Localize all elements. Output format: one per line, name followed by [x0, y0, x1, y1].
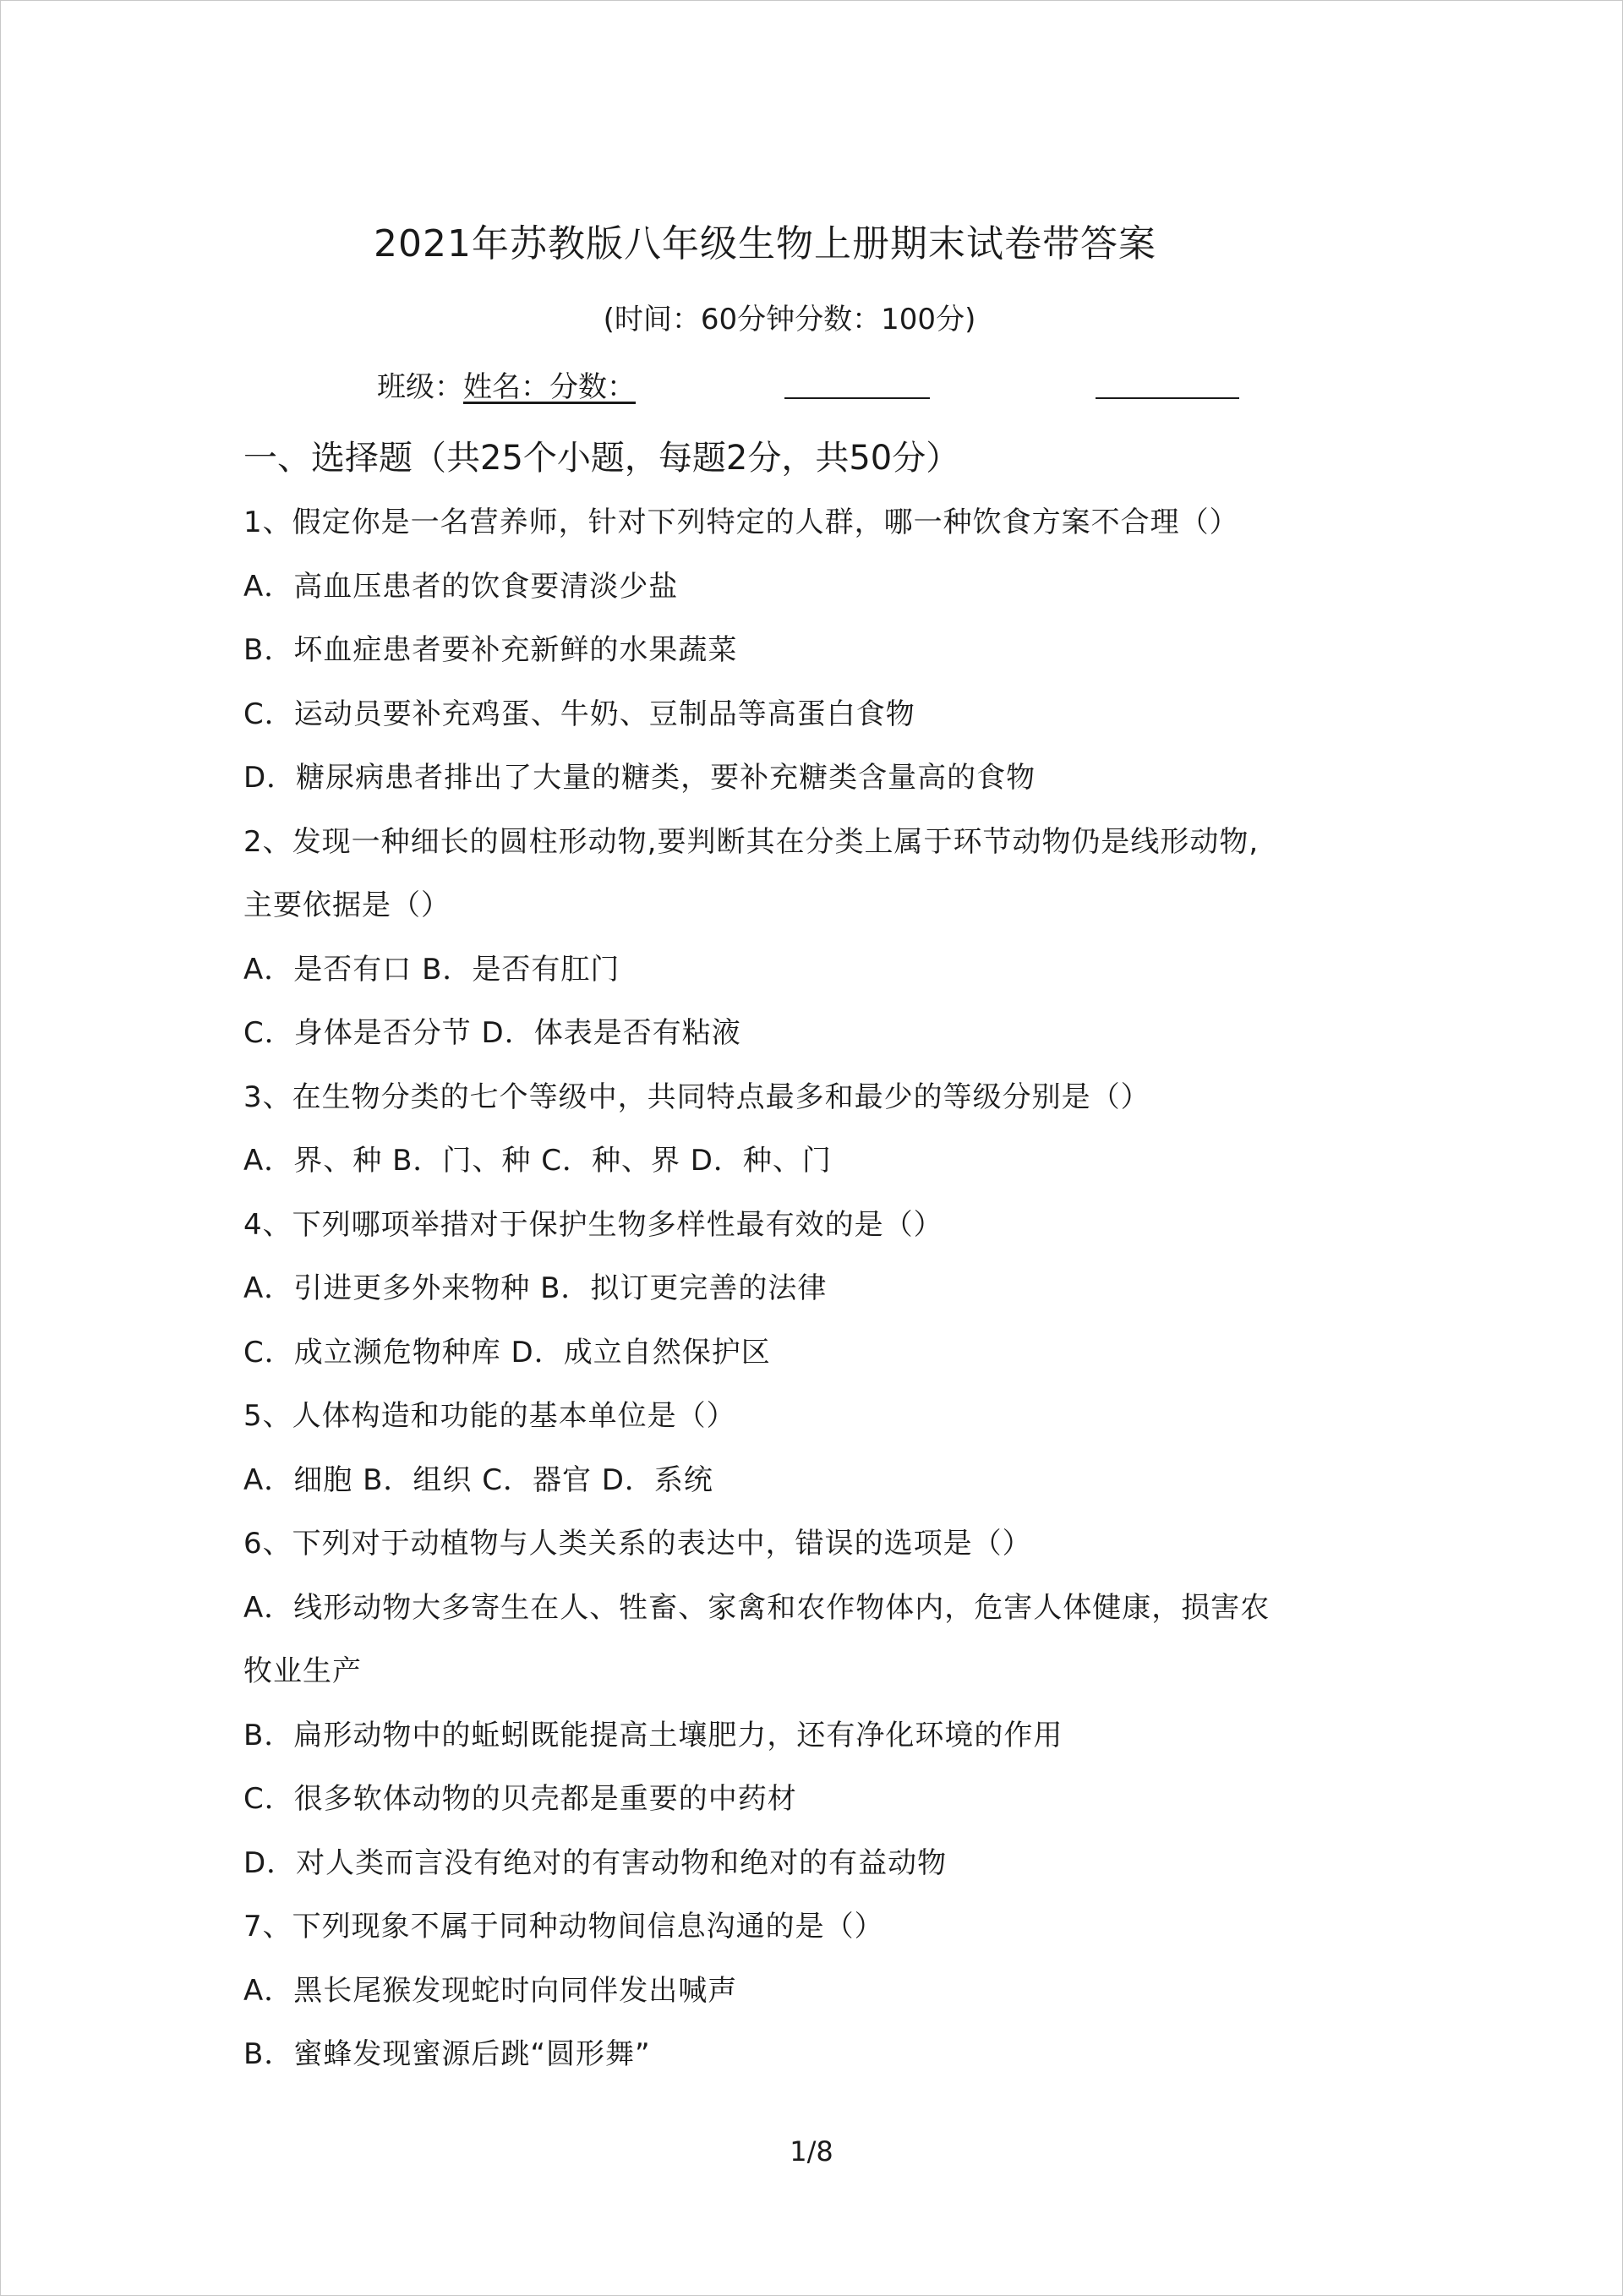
question-line: B．扁形动物中的蚯蚓既能提高土壤肥力，还有净化环境的作用: [243, 1718, 1063, 1752]
section-title: 一、选择题（共25个小题，每题2分，共50分）: [243, 439, 960, 478]
score-blank-line: [1096, 397, 1239, 399]
question-line: D．糖尿病患者排出了大量的糖类，要补充糖类含量高的食物: [243, 761, 1036, 795]
name-blank-line: [784, 397, 930, 399]
question-line: A．界、种 B．门、种 C．种、界 D．种、门: [243, 1144, 832, 1178]
question-line: B．坏血症患者要补充新鲜的水果蔬菜: [243, 633, 738, 667]
question-line: 7、下列现象不属于同种动物间信息沟通的是（）: [243, 1910, 884, 1943]
question-line: A．细胞 B．组织 C．器官 D．系统: [243, 1462, 713, 1497]
page-number: 1/8: [790, 2135, 833, 2168]
question-line: 3、在生物分类的七个等级中，共同特点最多和最少的等级分别是（）: [243, 1080, 1150, 1114]
student-info-line: [377, 364, 636, 405]
question-line: C．很多软体动物的贝壳都是重要的中药材: [243, 1782, 797, 1816]
question-line: 1、假定你是一名营养师，针对下列特定的人群，哪一种饮食方案不合理（）: [243, 506, 1239, 539]
class-label: 班级：: [377, 370, 463, 404]
exam-info: (时间：60分钟分数：100分): [603, 303, 976, 336]
question-line: A．黑长尾猴发现蛇时向同伴发出喊声: [243, 1973, 738, 2008]
question-line: 牧业生产: [243, 1654, 362, 1688]
page-title: 2021年苏教版八年级生物上册期末试卷带答案: [374, 222, 1156, 265]
question-line: 6、下列对于动植物与人类关系的表达中，错误的选项是（）: [243, 1527, 1032, 1561]
question-line: 4、下列哪项举措对于保护生物多样性最有效的是（）: [243, 1207, 943, 1242]
question-line: A．引进更多外来物种 B．拟订更完善的法律: [243, 1271, 828, 1305]
question-line: C．成立濒危物种库 D．成立自然保护区: [243, 1335, 771, 1369]
question-line: 2、发现一种细长的圆柱形动物,要判断其在分类上属于环节动物仍是线形动物,: [243, 824, 1260, 859]
question-line: A．高血压患者的饮食要清淡少盐: [243, 569, 679, 604]
question-line: C．身体是否分节 D．体表是否有粘液: [243, 1016, 741, 1050]
question-line: D．对人类而言没有绝对的有害动物和绝对的有益动物: [243, 1845, 948, 1880]
name-label: 姓名：: [463, 370, 549, 404]
question-line: 主要依据是（）: [243, 888, 451, 922]
question-line: A．线形动物大多寄生在人、牲畜、家禽和农作物体内，危害人体健康，损害农: [243, 1590, 1271, 1625]
question-line: B．蜜蜂发现蜜源后跳“圆形舞”: [243, 2037, 651, 2071]
question-list: [243, 507, 1342, 2103]
question-line: 5、人体构造和功能的基本单位是（）: [243, 1399, 736, 1433]
score-label: 分数：: [549, 370, 636, 404]
question-line: C．运动员要补充鸡蛋、牛奶、豆制品等高蛋白食物: [243, 697, 915, 731]
question-line: A．是否有口 B．是否有肛门: [243, 952, 620, 987]
